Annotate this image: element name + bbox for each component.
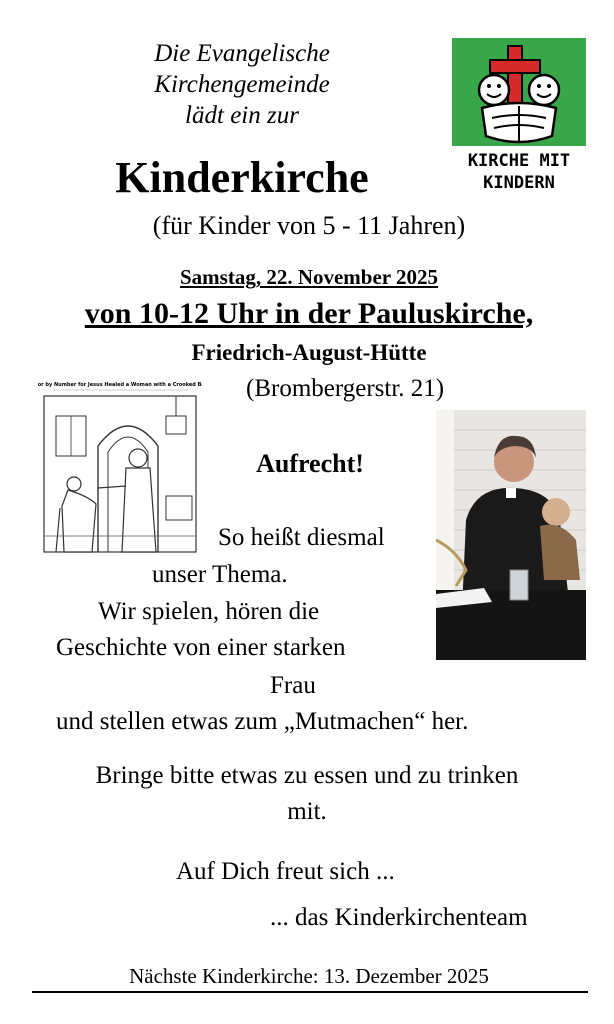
event-street: (Brombergerstr. 21): [246, 375, 445, 402]
event-date: Samstag, 22. November 2025: [179, 265, 438, 289]
coloring-page-image: [38, 376, 202, 556]
description-line: und stellen etwas zum „Mutmachen“ her.: [56, 708, 469, 735]
bring-line: mit.: [287, 798, 327, 825]
closing-signature: ... das Kinderkirchenteam: [270, 904, 528, 931]
age-range: (für Kinder von 5 - 11 Jahren): [152, 211, 466, 240]
closing-greeting: Auf Dich freut sich ...: [176, 858, 395, 885]
next-event-date: Nächste Kinderkirche: 13. Dezember 2025: [129, 964, 489, 988]
kirche-mit-kindern-logo: [452, 38, 586, 198]
logo-text-line2: KINDERN: [483, 173, 555, 193]
event-title: Kinderkirche: [115, 153, 369, 202]
intro-line: Die Evangelische: [154, 40, 330, 67]
event-time-place: von 10-12 Uhr in der Pauluskirche,: [84, 297, 534, 330]
teacher-photo: [436, 410, 586, 660]
description-line: So heißt diesmal: [218, 524, 385, 551]
footer-divider: [32, 991, 588, 993]
description-line: unser Thema.: [152, 561, 288, 588]
invitation-intro: [100, 38, 384, 131]
bring-line: Bringe bitte etwas zu essen und zu trinken: [95, 762, 519, 789]
event-location: Friedrich-August-Hütte: [191, 340, 427, 365]
coloring-caption: Color by Number for Jesus Healed a Woman with a Crooked Back: [38, 382, 202, 388]
intro-line: lädt ein zur: [185, 102, 299, 129]
description-line: Geschichte von einer starken: [56, 634, 346, 661]
theme-heading: Aufrecht!: [256, 449, 364, 478]
description-line: Wir spielen, hören die: [98, 598, 320, 625]
logo-text-line1: KIRCHE MIT: [467, 151, 571, 171]
intro-line: Kirchengemeinde: [154, 71, 330, 98]
description-line: Frau: [270, 672, 316, 699]
